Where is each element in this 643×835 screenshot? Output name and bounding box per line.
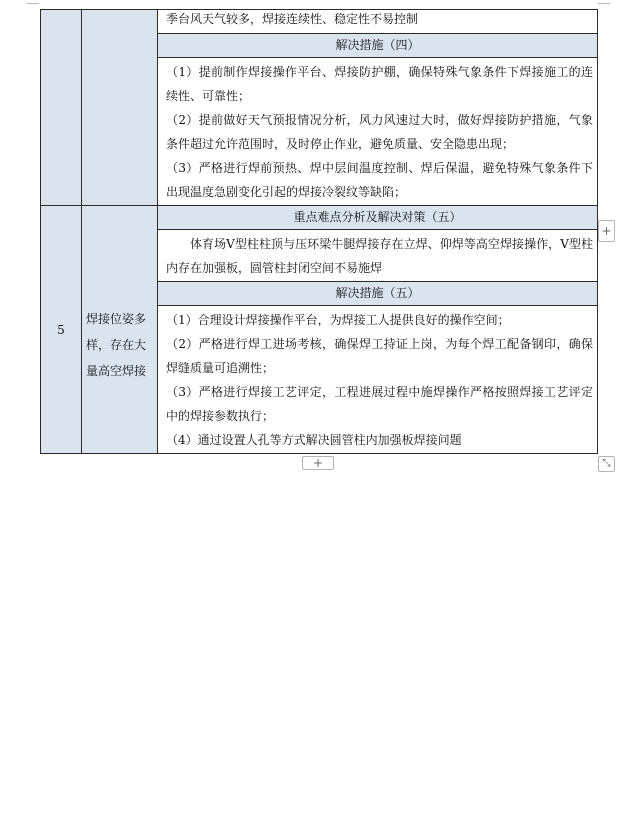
table-resize-handle[interactable]: ⤡ (598, 456, 615, 472)
page-corner-mark-left (27, 0, 39, 4)
list-item: （1）合理设计焊接操作平台，为焊接工人提供良好的操作空间； (166, 313, 510, 327)
problem-tail-text: 季台风天气较多，焊接连续性、稳定性不易控制 (158, 10, 597, 34)
list-item: （2）提前做好天气预报情况分析，风力风速过大时，做好焊接防护措施，气象条件超过允许范围时，及时停止作业，避免质量、安全隐患出现； (166, 113, 593, 151)
page-corner-mark-right (598, 0, 610, 4)
list-item: （3）严格进行焊前预热、焊中层间温度控制、焊后保温，避免特殊气象条件下出现温度急剧变化引起的焊接冷裂纹等缺陷； (166, 161, 593, 199)
row-number[interactable]: 5 (41, 206, 82, 454)
category-text: 焊接位姿多样，存在大量高空焊接 (86, 311, 147, 378)
add-column-button[interactable]: + (598, 220, 615, 242)
measures-list (158, 306, 597, 453)
measures-header: 解决措施（四） (158, 34, 597, 58)
analysis-text: 体育场V型柱柱顶与压环梁牛腿焊接存在立焊、仰焊等高空焊接操作，V型柱内存在加强板，圆管柱封闭空间不易施焊 (158, 230, 597, 282)
content-cell[interactable] (158, 10, 598, 206)
measures-header: 解决措施（五） (158, 282, 597, 306)
content-cell[interactable] (158, 206, 598, 454)
measures-table (40, 9, 598, 454)
category-cell[interactable] (82, 206, 158, 454)
list-item: （3）严格进行焊接工艺评定，工程进展过程中施焊操作严格按照焊接工艺评定中的焊接参数执行； (166, 385, 593, 423)
table-row (41, 206, 598, 454)
list-item: （4）通过设置人孔等方式解决圆管柱内加强板焊接问题 (166, 433, 462, 447)
add-row-button[interactable]: + (302, 456, 334, 470)
list-item: （2）严格进行焊工进场考核，确保焊工持证上岗，为每个焊工配备钢印，确保焊缝质量可追溯性； (166, 337, 593, 375)
number-cell[interactable] (41, 10, 82, 206)
analysis-header: 重点难点分析及解决对策（五） (158, 206, 597, 230)
measures-list (158, 58, 597, 205)
category-cell[interactable] (82, 10, 158, 206)
table-row (41, 10, 598, 206)
list-item: （1）提前制作焊接操作平台、焊接防护棚，确保特殊气象条件下焊接施工的连续性、可靠性； (166, 65, 593, 103)
